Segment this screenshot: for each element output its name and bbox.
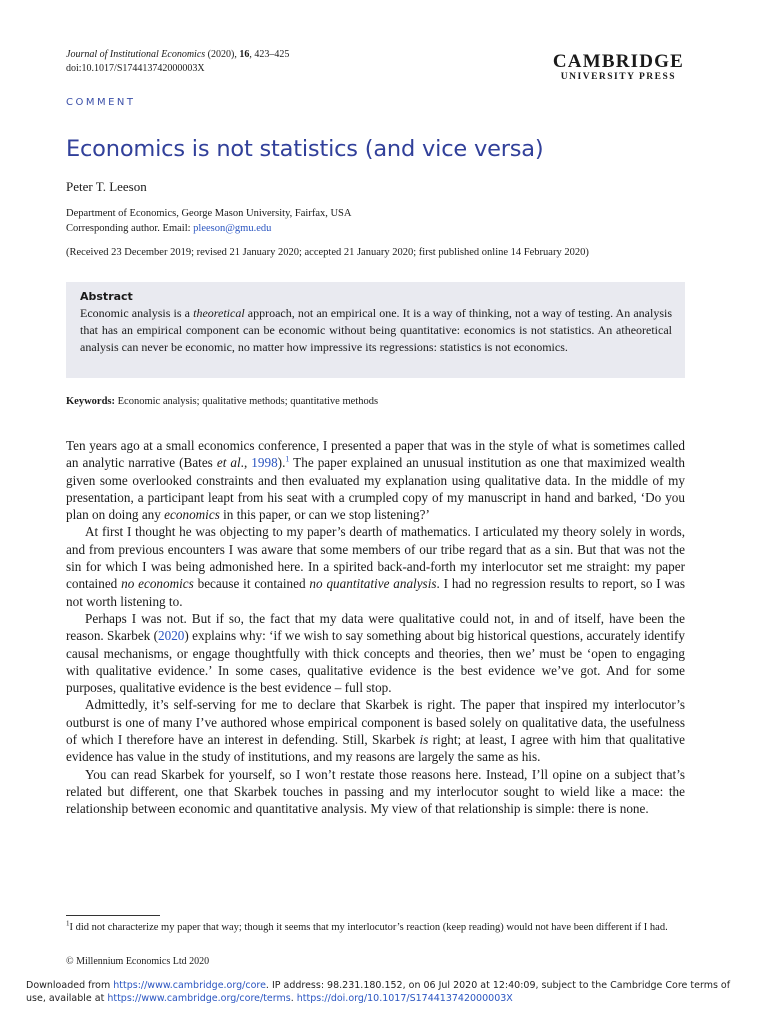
text-run: . [290,993,297,1004]
author-name: Peter T. Leeson [66,179,147,194]
download-notice [26,979,746,1005]
doi-link[interactable]: https://doi.org/10.1017/S174413742000003X [296,993,513,1004]
abstract-part: Economic analysis is a [80,306,194,320]
affiliation: Department of Economics, George Mason University, Fairfax, USA [66,208,352,219]
terms-link[interactable]: https://www.cambridge.org/core/terms [107,993,291,1004]
copyright-notice: © Millennium Economics Ltd 2020 [66,956,210,967]
text-run: The paper explained an unusual institution as one that maximized wealth given some overlooked constraints and then evaluated my explanation using qualitative data. In the middle of my presentation, a participant leapt from his seat with a crumpled copy of my manuscript in hand and barked, ‘Do you plan on doing any [66,455,686,523]
journal-pages: , 423–425 [249,49,290,60]
journal-volume: 16 [239,49,250,60]
abstract-heading: Abstract [80,290,133,303]
text-run: right; at least, I agree with him that qualitative evidence has value in the study of institutions, and my reasons are largely the same as his. [66,732,685,765]
journal-doi: doi:10.1017/S174413742000003X [66,63,205,74]
citation-link-bates[interactable]: 1998 [251,455,278,471]
journal-year: (2020), [205,49,240,60]
footnote-link-1[interactable]: 1 [285,454,290,464]
paragraph-3 [66,610,685,696]
citation-link-skarbek[interactable]: 2020 [158,628,185,644]
email-link[interactable]: pleeson@gmu.edu [193,223,272,234]
footnote-text: I did not characterize my paper that way; though it seems that my interlocutor’s reaction (keep reading) would not have been different if I had. [69,922,668,933]
text-run: Admittedly, it’s self-serving for me to declare that Skarbek is right. The paper that inspired my interlocutor’s outburst is one of many I’ve authored whose empirical component is based solely on qualitative data, the usefulness of which I therefore have an interest in defending. Still, Skarbek [66,697,685,748]
corresponding-author [66,221,351,236]
text-run: ) explains why: ‘if we wish to say something about big historical questions, accurately identify causal mechanisms, or engage thoughtfully with thick concepts and theories, then we’ must be ‘open to engaging with qualitative evidence.’ In some cases, qualitative evidence is the best evidence we’ve got. And for some purposes, qualitative evidence is the best evidence – full stop. [66,628,685,696]
text-run: . I had no regression results to report, so I was not worth listening to. [66,576,685,609]
abstract-part: approach, not an empirical one. It is a way of thinking, not a way of testing. An analysis that has an empirical component can be economic without being quantitative: economics is not statistics. An atheoretical analysis can never be economic, no matter how impressive its regressions: statistics is not economics. [80,306,672,354]
paragraph-5: You can read Skarbek for yourself, so I won’t restate those reasons here. Instead, I’ll opine on a subject that’s related but different, one that Skarbek touches in passing and my interlocutor sought to wield like a mace: the relationship between economic and quantitative analysis. My view of that relationship is simple: there is none. [66,766,685,817]
text-run: . IP address: 98.231.180.152, on 06 Jul 2020 at 12:40:09, subject to the Cambridge Core terms of use, available at [26,980,731,1004]
corresponding-label: Corresponding author. Email: [66,223,194,234]
text-emphasis: no economics [121,576,194,592]
text-run: Ten years ago at a small economics conference, I presented a paper that was in the style of what is sometimes called an analytic narrative (Bates [66,438,685,471]
text-run: because it contained [193,576,310,592]
footnote-divider [66,915,160,916]
text-run: in this paper, or can we stop listening?’ [219,507,430,523]
text-run: ). [277,455,286,471]
publisher-logo [553,52,684,83]
text-run: Perhaps I was not. But if so, the fact that my data were qualitative could not, in and of itself, have been the reason. Skarbek ( [66,610,685,644]
text-emphasis: economics [164,507,220,523]
abstract-text [80,305,672,356]
text-run: ., [240,455,252,471]
text-emphasis: is [419,732,429,748]
text-emphasis: no quantitative analysis [309,576,437,592]
footnote-1 [66,920,685,935]
text-emphasis: et al [216,455,241,471]
publisher-subname: UNIVERSITY PRESS [560,72,677,82]
text-run: At first I thought he was objecting to my paper’s dearth of mathematics. I articulated my theory solely in words, and from previous encounters I was aware that some members of our tribe regard that as a sin. But that was not the sin for which I was being admonished here. In a spirited back-and-forth my interlocutor set me straight: my paper contained [66,524,685,592]
paragraph-1 [66,437,685,523]
text-run: Downloaded from [26,980,114,991]
journal-name: Journal of Institutional Economics [66,49,206,60]
keywords-list: Economic analysis; qualitative methods; quantitative methods [115,396,379,407]
section-label: COMMENT [66,97,136,108]
keywords [66,396,378,407]
journal-citation [66,48,289,76]
keywords-label: Keywords: [66,396,115,407]
article-body [66,437,685,818]
abstract-emphasis: theoretical [193,306,245,320]
received-dates: (Received 23 December 2019; revised 21 January 2020; accepted 21 January 2020; first published online 14 February 2020) [66,247,589,258]
article-title: Economics is not statistics (and vice versa) [66,136,544,162]
paragraph-2 [66,523,685,609]
affiliation-block [66,206,351,236]
cambridge-core-link[interactable]: https://www.cambridge.org/core [113,980,266,991]
publisher-name: CAMBRIDGE [552,51,684,72]
paragraph-4 [66,696,685,765]
footnote-mark: 1 [66,919,70,928]
